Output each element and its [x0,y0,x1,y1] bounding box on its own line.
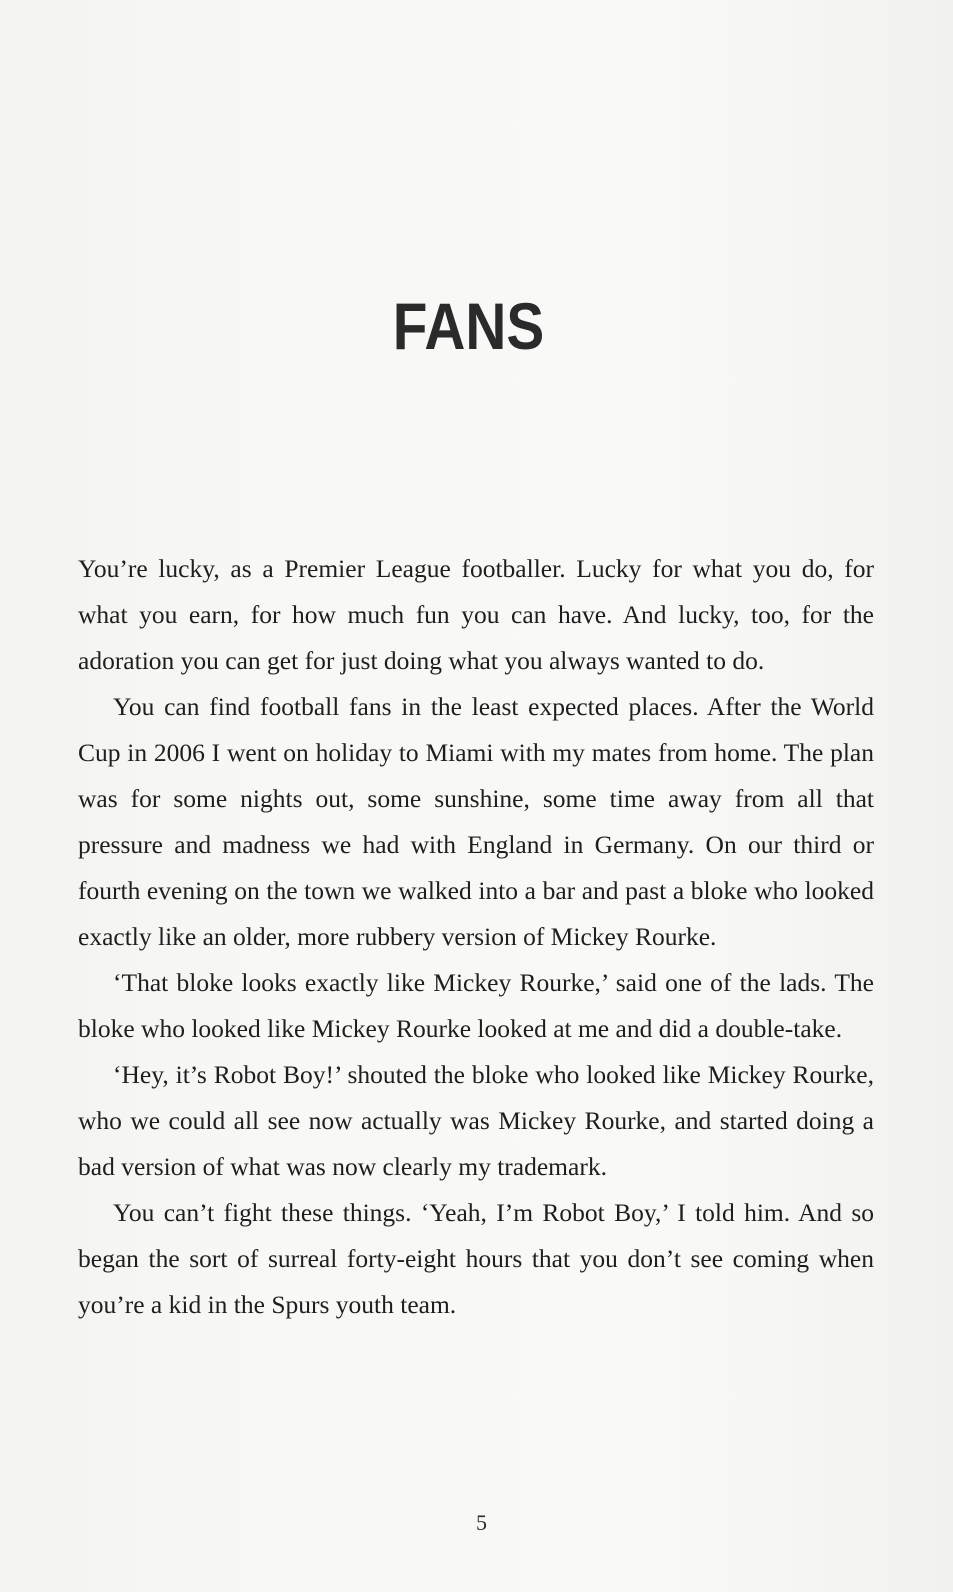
chapter-title: FANS [392,289,545,363]
paragraph: You can’t fight these things. ‘Yeah, I’m Robot Boy,’ I told him. And so began the sort of surreal forty-eight hours that you don’t see coming when you’re a kid in the Spurs youth team. [78,1198,874,1319]
page-number: 5 [476,1510,487,1535]
paragraph: You can find football fans in the least expected places. After the World Cup in 2006 I went on holiday to Miami with my mates from home. The plan was for some nights out, some sunshine, some time away from all that pressure and madness we had with England in Germany. On our third or fourth evening on the town we walked into a bar and past a bloke who looked exactly like an older, more rubbery version of Mickey Rourke. [78,692,874,951]
paragraph: You’re lucky, as a Premier League footballer. Lucky for what you do, for what you earn, for how much fun you can have. And lucky, too, for the adoration you can get for just doing what you always wanted to do. [78,554,874,675]
paragraph: ‘Hey, it’s Robot Boy!’ shouted the bloke who looked like Mickey Rourke, who we could all see now actually was Mickey Rourke, and started doing a bad version of what was now clearly my trademark. [78,1060,874,1181]
paragraph: ‘That bloke looks exactly like Mickey Rourke,’ said one of the lads. The bloke who looked like Mickey Rourke looked at me and did a double-take. [78,968,874,1043]
chapter-body [78,546,874,1328]
